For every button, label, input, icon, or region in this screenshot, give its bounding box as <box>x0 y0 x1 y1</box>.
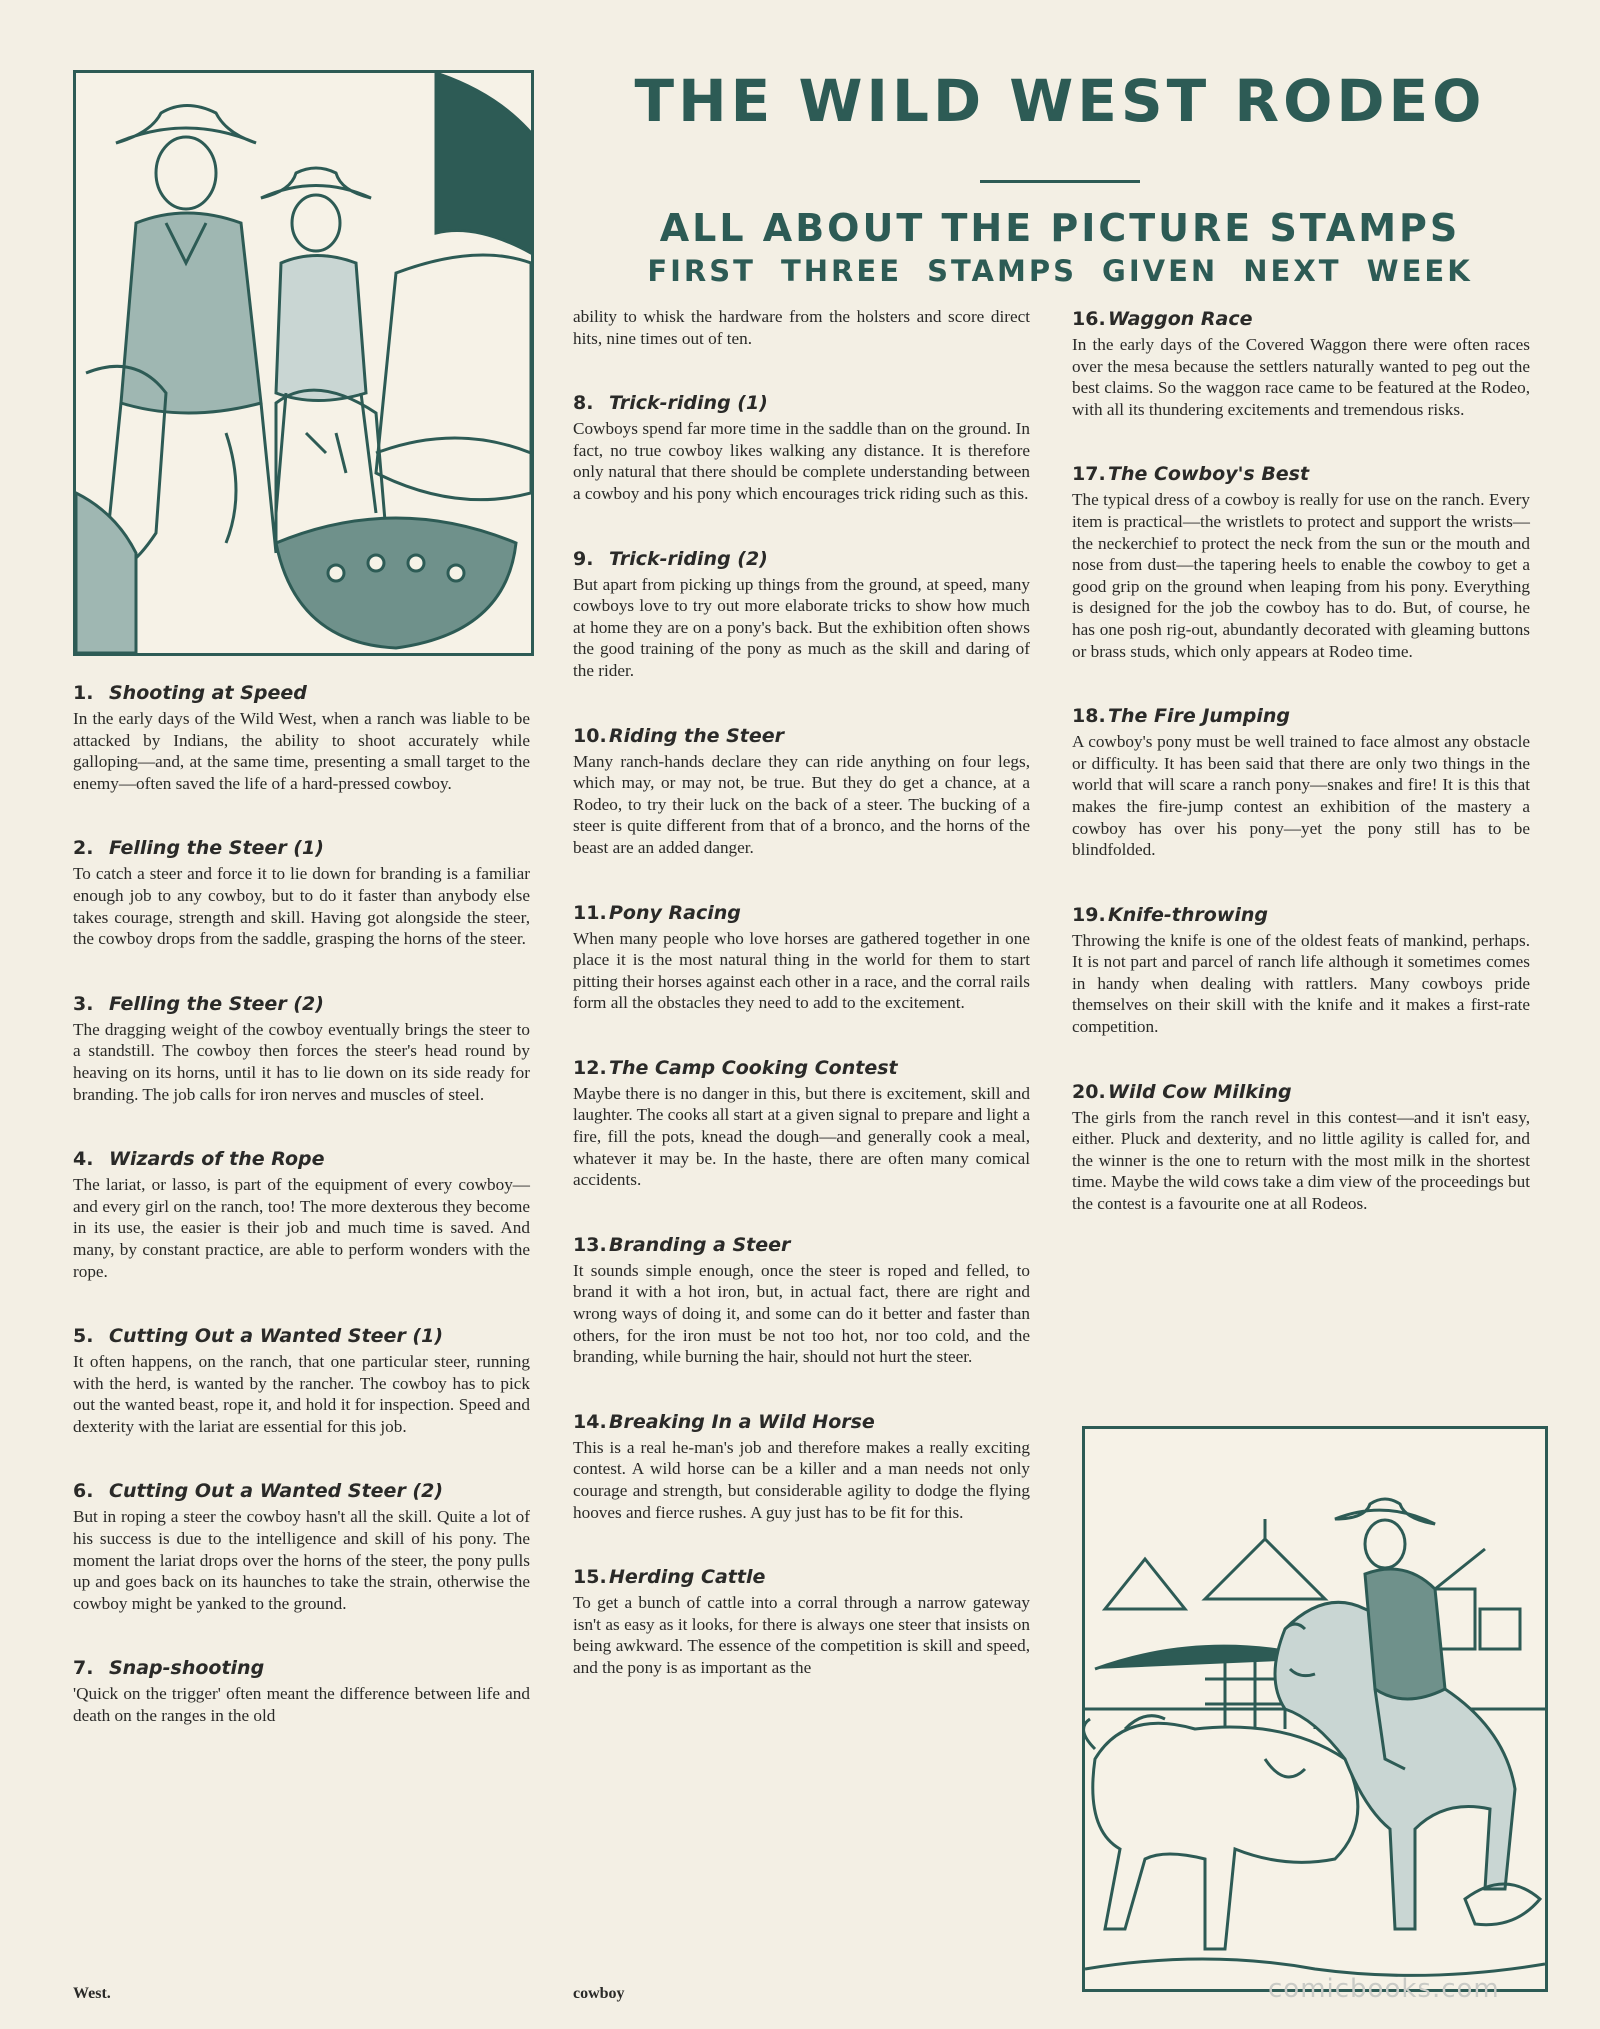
section-heading: 3. Felling the Steer (2) <box>73 992 324 1015</box>
section-body: But apart from picking up things from the ground, at speed, many cowboys love to try out more elaborate tricks to show how much at home they are on a pony's back. But the exhibition often shows the good training of the pony as much as the skill and daring of the rider. <box>573 574 1030 680</box>
section-heading: 7. Snap-shooting <box>73 1657 265 1680</box>
section-body: The girls from the ranch revel in this contest—and it isn't easy, either. Pluck and dexterity, and no little agility is called for, and the winner is the one to return with the most milk in the shortest time. Maybe the wild cows take a dim view of the proceedings but the contest is a favourite one at all Rodeos. <box>1072 1107 1530 1214</box>
section-body: The typical dress of a cowboy is really for use on the ranch. Every item is practical—the wristlets to protect and support the wrists—the neckerchief to protect the neck from the sun or the mouth and nose from dust—the tapering heels to enable the cowboy to get a good grip on the ground when leaping from his pony. Everything is designed for the job the cowboy has to do. But, of course, he has one posh rig-out, abundantly decorated with gleaming buttons or brass studs, which only appears at Rodeo time. <box>1072 490 1530 661</box>
section-body: Maybe there is no danger in this, but there is excitement, skill and laughter. The cooks all start at a given signal to prepare and light a fire, fill the pots, knead the dough—and generally cook a meal, whatever it may be. In the haste, there are often many comical accidents. <box>573 1083 1030 1190</box>
section-heading: 15. Herding Cattle <box>573 1566 766 1589</box>
article-section <box>573 546 1030 682</box>
section-heading: 6. Cutting Out a Wanted Steer (2) <box>73 1480 444 1503</box>
rider-chasing-steer-illustration <box>1082 1426 1548 1992</box>
section-body: To catch a steer and force it to lie down for branding is a familiar enough job to any cowboy, but to do it faster than anybody else takes courage, strength and skill. Having got alongside the steer, the cowboy drops from the saddle, grasping the horns of the steer. <box>73 864 530 949</box>
section-body: A cowboy's pony must be well trained to face almost any obstacle or difficulty. It has been said that there are only two things in the world that will scare a ranch pony—snakes and fire! It is this that makes the fire-jump contest an exhibition of the mastery a cowboy has over his pony—yet the pony still has to be blindfolded. <box>1072 732 1530 860</box>
column-2 <box>573 306 1030 1720</box>
column-1 <box>73 680 530 1768</box>
page-title: THE WILD WEST RODEO <box>634 67 1486 135</box>
section-body: But in roping a steer the cowboy hasn't all the skill. Quite a lot of his success is due to the intelligence and skill of his pony. The moment the lariat drops over the horns of the steer, the pony pulls up and goes back on its haunches to take the strain, otherwise the cowboy might be yanked to the ground. <box>73 1507 530 1613</box>
section-body: Cowboys spend far more time in the saddle than on the ground. In fact, no true cowboy likes walking any distance. It is therefore only natural that there should be complete understanding between a cowboy and his pony which encourages trick riding such as this. <box>573 419 1030 503</box>
column-2-continuation: cowboy <box>573 1985 625 2002</box>
section-heading: 19. Knife-throwing <box>1072 903 1269 926</box>
section-body: The dragging weight of the cowboy eventually brings the steer to a standstill. The cowboy then forces the steer's head round by heaving on its horns, until it has to lie down on its side ready for branding. The job calls for iron nerves and muscles of steel. <box>73 1019 530 1104</box>
section-heading: 16. Waggon Race <box>1072 308 1253 330</box>
section-heading: 14. Breaking In a Wild Horse <box>573 1410 875 1433</box>
section-heading: 5. Cutting Out a Wanted Steer (1) <box>73 1325 444 1348</box>
cowboys-on-horseback-illustration <box>73 70 534 656</box>
section-heading: 9. Trick-riding (2) <box>573 547 768 570</box>
section-body: In the early days of the Wild West, when a ranch was liable to be attacked by Indians, the ability to shoot accurately while galloping—and, at the same time, presenting a small target to the enemy—often saved the life of a hard-pressed cowboy. <box>73 709 530 793</box>
article-section <box>73 1146 530 1282</box>
article-section <box>573 390 1030 504</box>
article-section <box>1072 306 1530 420</box>
article-section <box>1072 902 1530 1038</box>
section-heading: 12. The Camp Cooking Contest <box>573 1056 898 1079</box>
article-section <box>573 1409 1030 1523</box>
continued-text: ability to whisk the hardware from the holsters and score direct hits, nine times out of ten. <box>573 307 1030 348</box>
section-body: The lariat, or lasso, is part of the equipment of every cowboy—and every girl on the ranch, too! The more dexterous they become in its use, the easier is their job and much time is saved. And many, by constant practice, are able to perform wonders with the rope. <box>73 1175 530 1281</box>
section-heading: 11. Pony Racing <box>573 901 741 924</box>
section-body: It sounds simple enough, once the steer is roped and felled, to brand it with a hot iron, but, in actual fact, there are right and wrong ways of doing it, and some can do it better and faster than others, for the iron must be not too hot, nor too cold, and the branding, while burning the hair, should not hurt the steer. <box>573 1260 1030 1367</box>
page-tagline: FIRST THREE STAMPS GIVEN NEXT WEEK <box>647 254 1473 288</box>
article-section <box>73 1478 530 1614</box>
section-heading: 20. Wild Cow Milking <box>1072 1080 1292 1103</box>
article-section <box>73 991 530 1105</box>
section-heading: 10. Riding the Steer <box>573 724 785 747</box>
article-section <box>73 835 530 949</box>
section-body: To get a bunch of cattle into a corral through a narrow gateway isn't as easy as it looks, for there is always one steer that insists on being awkward. The essence of the competition is skill and speed, and the pony is as important as the <box>573 1593 1030 1677</box>
article-section <box>73 1323 530 1437</box>
section-body: 'Quick on the trigger' often meant the difference between life and death on the ranges in the old <box>73 1684 530 1726</box>
title-divider <box>980 180 1140 183</box>
section-heading: 8. Trick-riding (1) <box>573 392 768 415</box>
column-1-continuation: West. <box>73 1985 111 2002</box>
section-heading: 4. Wizards of the Rope <box>73 1148 325 1171</box>
masthead <box>560 62 1560 291</box>
article-section <box>73 1655 530 1726</box>
section-heading: 1. Shooting at Speed <box>73 682 307 704</box>
article-section <box>573 723 1030 859</box>
article-section <box>573 900 1030 1014</box>
section-body: When many people who love horses are gathered together in one place it is the most natural thing in the world for them to start pitting their horses against each other in a race, and the corral rails form all the obstacles they need to add to the excitement. <box>573 928 1030 1013</box>
section-body: This is a real he-man's job and therefore makes a really exciting contest. A wild horse can be a killer and a man needs not only courage and strength, but considerable agility to dodge the flying hooves and fierce rushes. A guy just has to be fit for this. <box>573 1437 1030 1522</box>
section-heading: 2. Felling the Steer (1) <box>73 837 324 860</box>
steer-chase-icon <box>1085 1429 1545 1989</box>
cowboys-riding-icon <box>76 73 531 653</box>
section-body: It often happens, on the ranch, that one particular steer, running with the herd, is wanted by the rancher. The cowboy has to pick out the wanted beast, rope it, and hold it for inspection. Speed and dexterity with the lariat are essential for this job. <box>73 1352 530 1436</box>
section-heading: 18. The Fire Jumping <box>1072 705 1290 728</box>
section-body: Many ranch-hands declare they can ride anything on four legs, which may, or may not, be true. But they do get a chance, at a Rodeo, to try their luck on the back of a steer. The bucking of a steer is quite different from that of a bronco, and the horns of the beast are an added danger. <box>573 751 1030 857</box>
article-section <box>573 1564 1030 1678</box>
article-section <box>1072 461 1530 662</box>
section-heading: 13. Branding a Steer <box>573 1233 791 1256</box>
article-section <box>73 680 530 794</box>
section-body: In the early days of the Covered Waggon there were often races over the mesa because the settlers naturally wanted to peg out the best claims. So the waggon race came to be featured at the Rodeo, with all its thundering excitements and tremendous risks. <box>1072 335 1530 419</box>
section-body: Throwing the knife is one of the oldest feats of mankind, perhaps. It is not part and parcel of ranch life although it sometimes comes in handy when dealing with rattlers. Many cowboys pride themselves on their skill with the knife and it makes a first-rate competition. <box>1072 930 1530 1037</box>
article-section <box>1072 1079 1530 1215</box>
article-section <box>573 1055 1030 1191</box>
section-heading: 17. The Cowboy's Best <box>1072 463 1310 486</box>
article-section <box>1072 703 1530 861</box>
article-section <box>573 1232 1030 1368</box>
page-subtitle: ALL ABOUT THE PICTURE STAMPS <box>659 206 1461 250</box>
column-3 <box>1072 306 1530 1256</box>
site-watermark: comicbooks.com <box>1268 1974 1500 2004</box>
